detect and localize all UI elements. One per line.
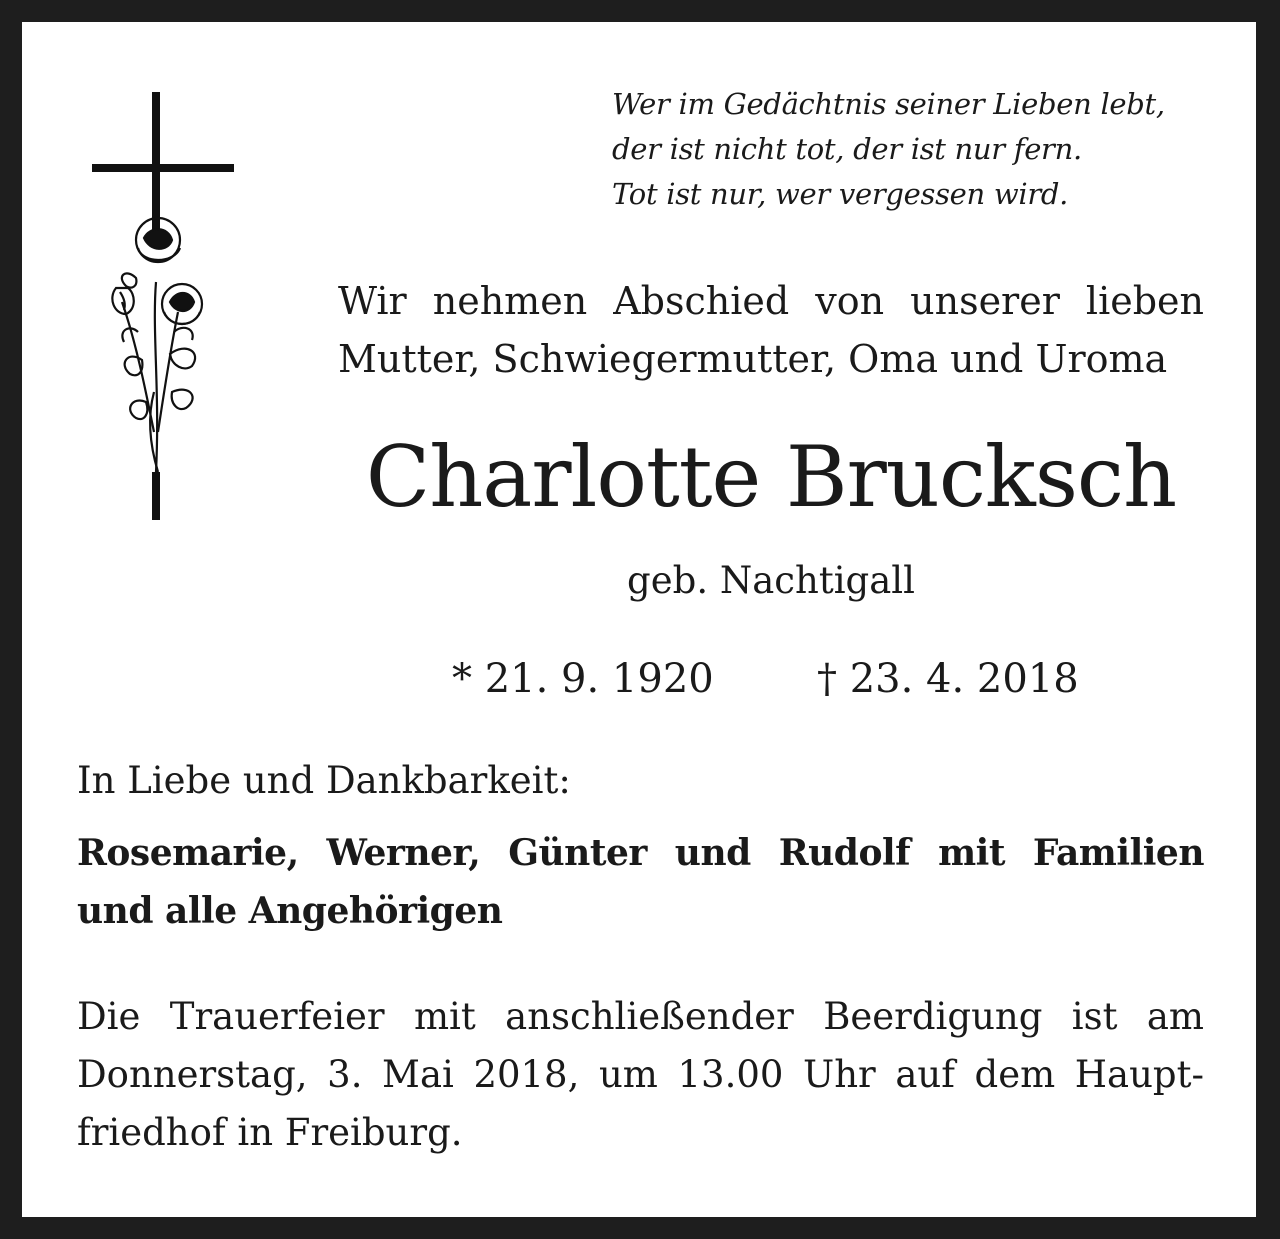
funeral-line: Die Trauerfeier mit anschließender Beerdigung ist am: [77, 995, 1204, 1038]
intro-line: Wir nehmen Abschied von unserer lieben: [338, 279, 1204, 323]
maiden-name: geb. Nachtigall: [627, 559, 915, 602]
funeral-line: friedhof in Freiburg.: [77, 1111, 463, 1154]
quote-line: der ist nicht tot, der ist nur fern.: [612, 132, 1082, 166]
birth-date: * 21. 9. 1920: [452, 656, 714, 702]
memorial-quote: [612, 82, 1252, 217]
deceased-name: Charlotte Brucksch: [365, 428, 1177, 526]
funeral-details: [77, 988, 1204, 1162]
funeral-line: Donnerstag, 3. Mai 2018, um 13.00 Uhr auf dem Haupt-: [77, 1053, 1204, 1096]
obituary-notice: [22, 22, 1256, 1217]
farewell-intro: [338, 272, 1204, 388]
mourners-list: [77, 824, 1204, 940]
quote-line: Wer im Gedächtnis seiner Lieben lebt,: [612, 87, 1165, 121]
mourners-line: Rosemarie, Werner, Günter und Rudolf mit Familien: [77, 832, 1204, 874]
intro-line: Mutter, Schwiegermutter, Oma und Uroma: [338, 337, 1168, 381]
mourners-line: und alle Angehörigen: [77, 890, 503, 932]
death-date: † 23. 4. 2018: [817, 656, 1079, 702]
dedication-line: In Liebe und Dankbarkeit:: [77, 759, 571, 802]
cross-with-roses-icon: [86, 92, 246, 556]
quote-line: Tot ist nur, wer vergessen wird.: [612, 177, 1069, 211]
